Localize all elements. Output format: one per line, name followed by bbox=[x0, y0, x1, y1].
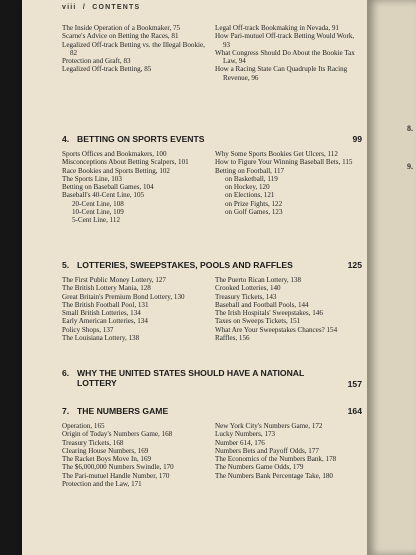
toc-entry: Misconceptions About Betting Scalpers, 101 bbox=[62, 158, 189, 167]
toc-entry: Treasury Tickets, 143 bbox=[215, 292, 277, 301]
toc-entry: Great Britain's Premium Bond Lottery, 130 bbox=[62, 292, 185, 301]
toc-entry: Operation, 165 bbox=[62, 422, 105, 430]
toc-entry: Number 614, 176 bbox=[215, 438, 265, 447]
chapter-title: WHY THE UNITED STATES SHOULD HAVE A NATIONAL LOTTERY bbox=[77, 368, 305, 388]
left-background bbox=[0, 0, 22, 555]
toc-entry: The Puerto Rican Lottery, 138 bbox=[215, 276, 302, 284]
toc-entry: The Pari-mutuel Handle Number, 170 bbox=[62, 471, 170, 480]
page-number: viii bbox=[62, 4, 77, 11]
toc-entry: Baseball and Football Pools, 144 bbox=[215, 300, 309, 309]
toc-entry: Race Bookies and Sports Betting, 102 bbox=[62, 166, 170, 175]
toc-entry: The Sports Line, 103 bbox=[62, 174, 122, 183]
toc-entry: Scarne's Advice on Betting the Races, 81 bbox=[62, 32, 179, 41]
chapter-number: 7. bbox=[62, 406, 70, 416]
toc-entry: What Congress Should Do About the Bookie Tax Law, 94 bbox=[215, 48, 355, 66]
chapter-entries bbox=[62, 276, 362, 366]
toc-entry: The $6,000,000 Numbers Swindle, 170 bbox=[62, 463, 174, 472]
toc-entry: Numbers Bets and Payoff Odds, 177 bbox=[215, 446, 319, 455]
toc-entry: Origin of Today's Numbers Game, 168 bbox=[62, 430, 173, 439]
chapter-title: LOTTERIES, SWEEPSTAKES, POOLS AND RAFFLES bbox=[77, 260, 293, 270]
running-head bbox=[62, 4, 140, 11]
right-column bbox=[215, 150, 362, 216]
chapter-title: THE NUMBERS GAME bbox=[77, 406, 169, 416]
toc-entry: The Economics of the Numbers Bank, 178 bbox=[215, 455, 337, 464]
running-head-separator: / bbox=[82, 4, 86, 11]
toc-entry: 5-Cent Line, 112 bbox=[72, 216, 121, 225]
toc-entry: What Are Your Sweepstakes Chances? 154 bbox=[215, 325, 338, 334]
top-left-column bbox=[62, 24, 210, 74]
toc-entry: The British Lottery Mania, 128 bbox=[62, 284, 151, 293]
toc-entry: Treasury Tickets, 168 bbox=[62, 438, 124, 447]
toc-entry: Why Some Sports Bookies Get Ulcers, 112 bbox=[215, 150, 338, 158]
toc-entry: How to Figure Your Winning Baseball Bets, 115 bbox=[215, 158, 353, 167]
toc-entry: Sports Offices and Bookmakers, 100 bbox=[62, 150, 167, 158]
right-column bbox=[215, 422, 362, 480]
chapter-title: BETTING ON SPORTS EVENTS bbox=[77, 134, 205, 144]
chapter-page: 157 bbox=[347, 379, 362, 389]
toc-entry: Small British Lotteries, 134 bbox=[62, 309, 141, 318]
chapter-3-continued bbox=[62, 24, 362, 124]
facing-page-number: 8. bbox=[407, 124, 413, 133]
toc-entry: on Prize Fights, 122 bbox=[225, 199, 283, 208]
chapter-number: 5. bbox=[62, 260, 70, 270]
toc-entry: The Inside Operation of a Bookmaker, 75 bbox=[62, 24, 181, 32]
toc-entry: Clearing House Numbers, 169 bbox=[62, 446, 149, 455]
chapter-page: 125 bbox=[347, 260, 362, 270]
chapter-number: 4. bbox=[62, 134, 70, 144]
toc-entry: 10-Cent Line, 109 bbox=[72, 208, 124, 217]
chapter-heading bbox=[62, 368, 362, 390]
toc-entry: Legalized Off-track Betting vs. the Illegal Bookie, 82 bbox=[62, 40, 205, 57]
toc-entry: New York City's Numbers Game, 172 bbox=[215, 422, 323, 430]
toc-entry: Legal Off-track Bookmaking in Nevada, 91 bbox=[215, 24, 339, 32]
toc-entry: How Pari-mutuel Off-track Betting Would Work, 93 bbox=[215, 32, 355, 49]
chapter-entries bbox=[62, 150, 362, 250]
toc-entry: Legalized Off-track Betting, 85 bbox=[62, 65, 152, 74]
running-head-title: CONTENTS bbox=[92, 4, 141, 11]
chapter-number: 6. bbox=[62, 368, 70, 378]
toc-entry: The Louisiana Lottery, 138 bbox=[62, 334, 140, 343]
toc-entry: on Hockey, 120 bbox=[225, 183, 270, 192]
top-right-column bbox=[215, 24, 362, 82]
toc-entry: Lucky Numbers, 173 bbox=[215, 430, 276, 439]
toc-entry: on Golf Games, 123 bbox=[225, 208, 283, 217]
book-page bbox=[22, 0, 367, 555]
toc-entry: The Racket Boys Move In, 169 bbox=[62, 455, 152, 464]
facing-page bbox=[367, 0, 416, 555]
toc-entry: The Irish Hospitals' Sweepstakes, 146 bbox=[215, 309, 323, 318]
chapter-entries bbox=[62, 422, 362, 552]
toc-entry: The Numbers Game Odds, 179 bbox=[215, 463, 304, 472]
toc-entry: Protection and the Law, 171 bbox=[62, 480, 142, 489]
toc-entry: How a Racing State Can Quadruple Its Racing Revenue, 96 bbox=[215, 65, 348, 82]
toc-entry: 20-Cent Line, 108 bbox=[72, 199, 124, 208]
toc-entry: The First Public Money Lottery, 127 bbox=[62, 276, 166, 284]
toc-entry: Raffles, 156 bbox=[215, 334, 250, 343]
toc-entry: on Elections, 121 bbox=[225, 191, 275, 200]
right-column bbox=[215, 276, 362, 342]
toc-entry: The British Football Pool, 131 bbox=[62, 300, 149, 309]
toc-entry: Early American Lotteries, 134 bbox=[62, 317, 148, 326]
chapter-page: 99 bbox=[352, 134, 362, 144]
toc-entry: on Basketball, 119 bbox=[225, 174, 278, 183]
toc-entry: Policy Shops, 137 bbox=[62, 325, 114, 334]
facing-page-number: 9. bbox=[407, 162, 413, 171]
left-column bbox=[62, 276, 210, 342]
toc-entry: Crooked Lotteries, 140 bbox=[215, 284, 281, 293]
toc-entry: Baseball's 40-Cent Line, 105 bbox=[62, 191, 145, 200]
toc-entry: Protection and Graft, 83 bbox=[62, 57, 131, 66]
chapter-page: 164 bbox=[347, 406, 362, 416]
toc-entry: Betting on Football, 117 bbox=[215, 166, 285, 175]
left-column bbox=[62, 422, 210, 488]
toc-entry: Taxes on Sweeps Tickets, 151 bbox=[215, 317, 301, 326]
toc-entry: The Numbers Bank Percentage Take, 180 bbox=[215, 471, 333, 480]
toc-entry: Betting on Baseball Games, 104 bbox=[62, 183, 154, 192]
left-column bbox=[62, 150, 210, 225]
